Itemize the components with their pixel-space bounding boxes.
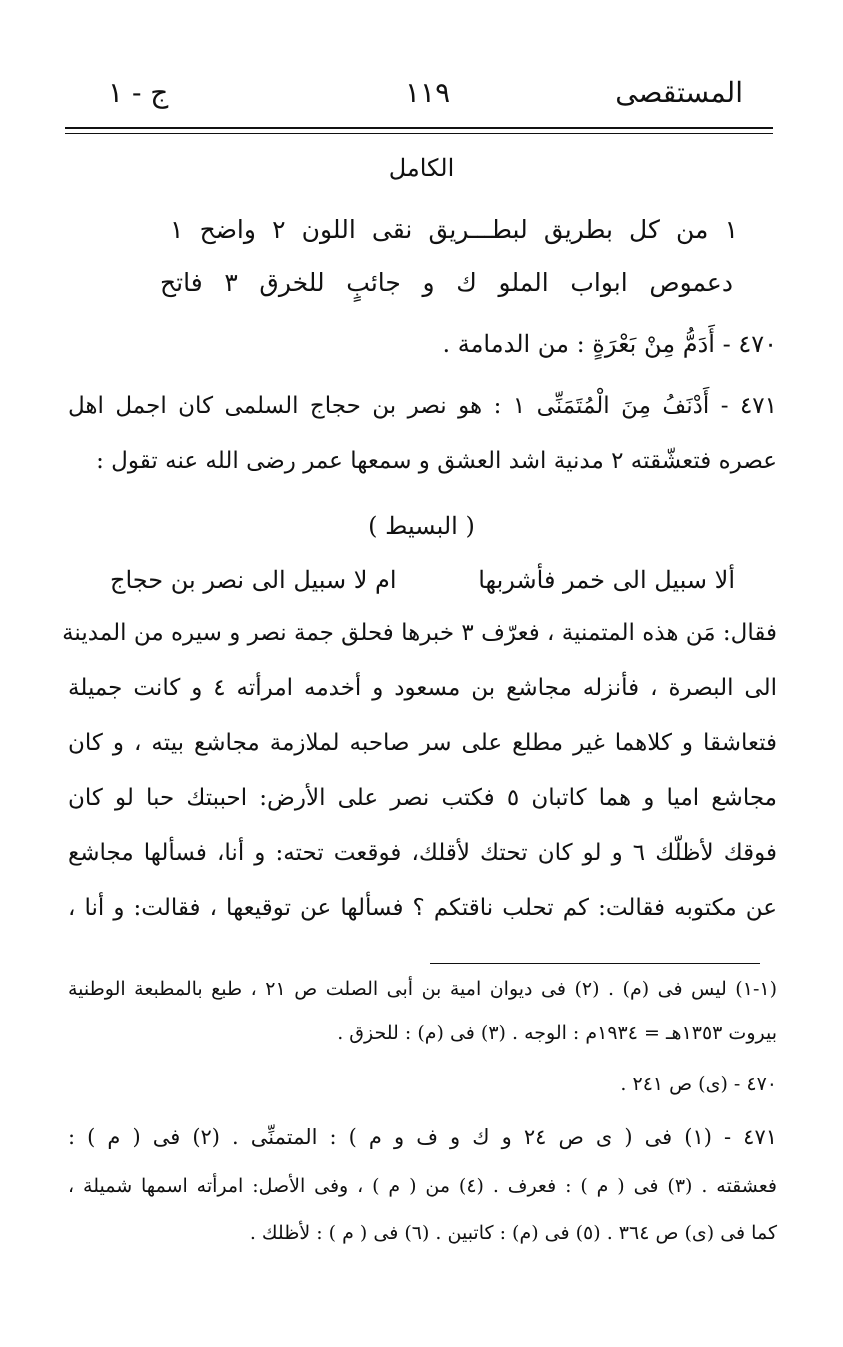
meter-label-kamil: الكامل: [388, 154, 455, 182]
header-rule-thin: [65, 133, 773, 134]
footnote-line-1: (١-١) ليس فى (م) . (٢) فى ديوان امية بن أبى الصلت ص ٢١ ، طبع بالمطبعة الوطنية: [68, 978, 777, 1000]
footnote-line-2: بيروت ١٣٥٣هـ = ١٩٣٤م : الوجه . (٣) فى (م) : للحزق .: [337, 1022, 777, 1044]
running-title: المستقصى: [615, 76, 743, 109]
body-line-3: فتعاشقا و كلاهما غير مطلع على سر صاحبه لملازمة مجاشع بيته ، و كان: [68, 730, 777, 756]
footnote-line-4: ٤٧١ - (١) فى ( ى ص ٢٤ و ك و ف و م ) : المتمنِّى . (٢) فى ( م ) :: [68, 1125, 778, 1149]
body-line-6: عن مكتوبه فقالت: كم تحلب ناقتكم ؟ فسألها عن توقيعها ، فقالت: و أنا ،: [68, 895, 777, 921]
basit-verse-hemistich-1: ألا سبيل الى خمر فأشربها: [478, 566, 735, 594]
verse-line-2: دعموص ابواب الملو ك و جائبٍ للخرق ٣ فاتح: [160, 268, 733, 297]
entry-471-line-1: ٤٧١ - أَدْنَفُ مِنَ الْمُتَمَنِّى ١ : هو نصر بن حجاج السلمى كان اجمل اهل: [68, 393, 778, 419]
body-line-4: مجاشع اميا و هما كاتبان ٥ فكتب نصر على الأرض: احببتك حبا لو كان: [68, 785, 777, 811]
page-number: ١١٩: [405, 76, 451, 109]
volume-label: ج - ١: [108, 76, 169, 109]
basit-verse-hemistich-2: ام لا سبيل الى نصر بن حجاج: [110, 566, 397, 594]
body-line-1: فقال: مَن هذه المتمنية ، فعرّف ٣ خبرها فحلق جمة نصر و سيره من المدينة: [62, 620, 777, 646]
entry-471-line-2: عصره فتعشّقته ٢ مدنية اشد العشق و سمعها عمر رضى الله عنه تقول :: [96, 448, 777, 474]
body-line-5: فوقك لأظلّك ٦ و لو كان تحتك لأقلك، فوقعت تحته: و أنا، فسألها مجاشع: [68, 840, 777, 866]
footnote-line-5: فعشقته . (٣) فى ( م ) : فعرف . (٤) من ( م ) ، وفى الأصل: امرأته اسمها شميلة ،: [68, 1175, 777, 1197]
header-rule-thick: [65, 127, 773, 129]
footnote-line-6: كما فى (ى) ص ٣٦٤ . (٥) فى (م) : كاتبين . (٦) فى ( م ) : لأظلك .: [249, 1222, 777, 1244]
meter-label-basit: ( البسيط ): [368, 512, 475, 540]
footnote-rule: [430, 963, 760, 964]
entry-470: ٤٧٠ - أَدَمُّ مِنْ بَعْرَةٍ : من الدمامة .: [442, 330, 777, 358]
footnote-line-3: ٤٧٠ - (ى) ص ٢٤١ .: [620, 1073, 777, 1095]
body-line-2: الى البصرة ، فأنزله مجاشع بن مسعود و أخدمه امرأته ٤ و كانت جميلة: [68, 675, 777, 701]
verse-line-1: ١ من كل بطريق لبطـــريق نقى اللون ٢ واضح ١: [170, 215, 738, 244]
